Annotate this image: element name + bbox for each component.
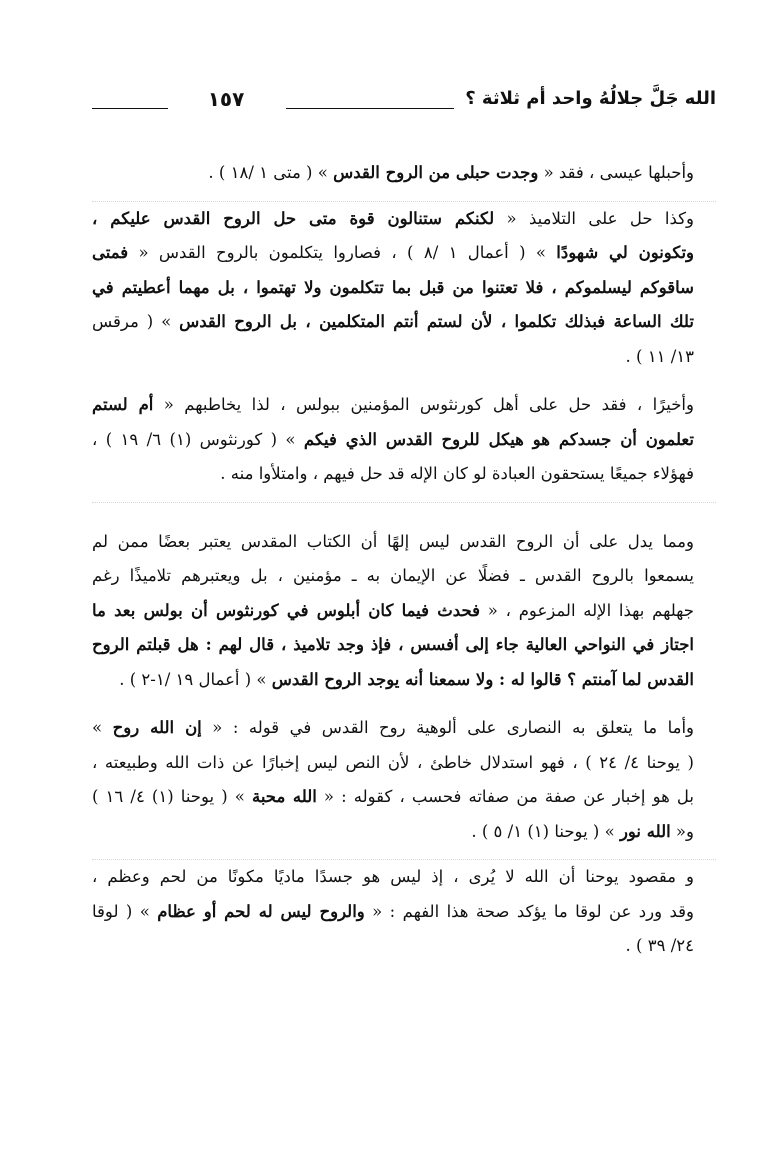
text-run: » ( مرقس	[92, 312, 180, 331]
text-line	[92, 202, 716, 237]
text-line	[92, 895, 716, 930]
text-line	[92, 305, 716, 340]
quoted-verse: فحدث فيما كان أبلوس في كورنثوس أن بولس بعد ما	[92, 600, 480, 620]
text-run: »	[92, 718, 113, 737]
quoted-verse: لكنكم ستنالون قوة متى حل الروح القدس عليكم ،	[92, 208, 495, 228]
text-line	[92, 780, 716, 815]
text-line	[92, 860, 716, 895]
paragraph	[92, 711, 716, 849]
paragraph	[92, 202, 716, 375]
text-run: ١٣/ ١١ ) .	[625, 346, 694, 366]
paragraph-divider	[92, 502, 716, 503]
text-run: و«	[670, 821, 694, 841]
text-run: ( يوحنا ٤/ ٢٤ ) ، فهو استدلال خاطئ ، لأن النص ليس إخبارًا عن ذات الله وطبيعته ،	[92, 752, 694, 772]
quoted-verse: القدس لما آمنتم ؟ قالوا له : ولا سمعنا أنه يوجد الروح القدس	[271, 669, 694, 689]
text-line	[92, 388, 716, 423]
quoted-verse: اجتاز في النواحي العالية جاء إلى أفسس ، فإذ وجد تلاميذ ، قال لهم : هل قبلتم الروح	[92, 635, 694, 654]
text-line	[92, 236, 716, 271]
paragraph	[92, 156, 716, 191]
text-run: » ( أعمال ١٩ /١-٢ ) .	[119, 669, 272, 689]
text-run: يسمعوا بالروح القدس ـ فضلًا عن الإيمان به ـ مؤمنين ، بل ويعتبرهم تلاميذًا رغم	[92, 566, 694, 585]
text-run: جهلهم بهذا الإله المزعوم ، «	[480, 600, 694, 620]
text-line	[92, 156, 716, 191]
text-run: وكذا حل على التلاميذ «	[494, 208, 694, 228]
text-run: وأحبلها عيسى ، فقد «	[538, 163, 694, 182]
text-line	[92, 594, 716, 629]
text-line	[92, 663, 716, 698]
text-run: بل هو إخبار عن صفة من صفاته فحسب ، كقوله : «	[316, 787, 694, 806]
text-line	[92, 423, 716, 458]
text-run: وقد ورد عن لوقا ما يؤكد صحة هذا الفهم : «	[364, 901, 694, 921]
text-line	[92, 559, 716, 594]
text-run: فهؤلاء جميعًا يستحقون العبادة لو كان الإله قد حل فيهم ، وامتلأوا منه .	[220, 464, 694, 483]
text-line	[92, 815, 716, 850]
quoted-verse: أم لستم	[92, 395, 154, 414]
text-line	[92, 628, 716, 663]
text-run: » ( متى ١ /١٨ ) .	[208, 163, 334, 182]
text-run: » ( كورنثوس (١) ٦/ ١٩ ) ،	[92, 429, 304, 449]
text-run: » ( يوحنا (١) ١/ ٥ ) .	[471, 821, 620, 841]
text-line	[92, 340, 716, 375]
text-line	[92, 711, 716, 746]
text-run: و مقصود يوحنا أن الله لا يُرى ، إذ ليس هو جسدًا ماديًا مكونًا من لحم وعظم ،	[92, 867, 694, 886]
quoted-verse: ساقوكم ليسلموكم ، فلا تعتنوا من قبل بما تتكلمون ولا تهتموا ، بل مهما أعطيتم في	[92, 277, 694, 297]
running-header	[92, 82, 716, 122]
text-run: » ( يوحنا (١) ٤/ ١٦ )	[92, 787, 252, 806]
quoted-verse: تعلمون أن جسدكم هو هيكل للروح القدس الذي فيكم	[303, 429, 694, 449]
quoted-verse: الله محبة	[251, 787, 317, 806]
paragraph	[92, 525, 716, 698]
paragraph	[92, 388, 716, 492]
header-rule	[286, 108, 454, 109]
header-rule	[92, 108, 168, 109]
text-run: وأخيرًا ، فقد حل على أهل كورنثوس المؤمنين ببولس ، لذا يخاطبهم «	[153, 395, 694, 414]
text-run: » ( أعمال ١ /٨ ) ، فصاروا يتكلمون بالروح القدس «	[128, 243, 557, 262]
quoted-verse: الله نور	[619, 821, 671, 841]
text-line	[92, 746, 716, 781]
quoted-verse: وجدت حبلى من الروح القدس	[333, 163, 539, 182]
quoted-verse: فمتى	[92, 243, 129, 262]
text-line	[92, 929, 716, 964]
text-line	[92, 457, 716, 492]
paragraph	[92, 860, 716, 964]
quoted-verse: إن الله روح	[112, 718, 202, 737]
text-run: ٢٤/ ٣٩ ) .	[625, 936, 694, 955]
text-run: وأما ما يتعلق به النصارى على ألوهية روح القدس في قوله : «	[201, 718, 695, 737]
header-title: الله جَلَّ جلالُهُ واحد أم ثلاثة ؟	[465, 88, 716, 109]
quoted-verse: تلك الساعة فبذلك تكلموا ، لأن لستم أنتم المتكلمين ، بل الروح القدس	[179, 312, 694, 331]
quoted-verse: والروح ليس له لحم أو عظام	[157, 901, 365, 921]
text-run: » ( لوقا	[92, 901, 158, 921]
text-line	[92, 271, 716, 306]
text-run: ومما يدل على أن الروح القدس ليس إلهًا أن الكتاب المقدس يعتبر بعضًا ممن لم	[92, 531, 694, 551]
text-line	[92, 525, 716, 560]
quoted-verse: وتكونون لي شهودًا	[556, 243, 695, 262]
body-text	[92, 156, 716, 964]
page-number: ١٥٧	[207, 87, 245, 111]
